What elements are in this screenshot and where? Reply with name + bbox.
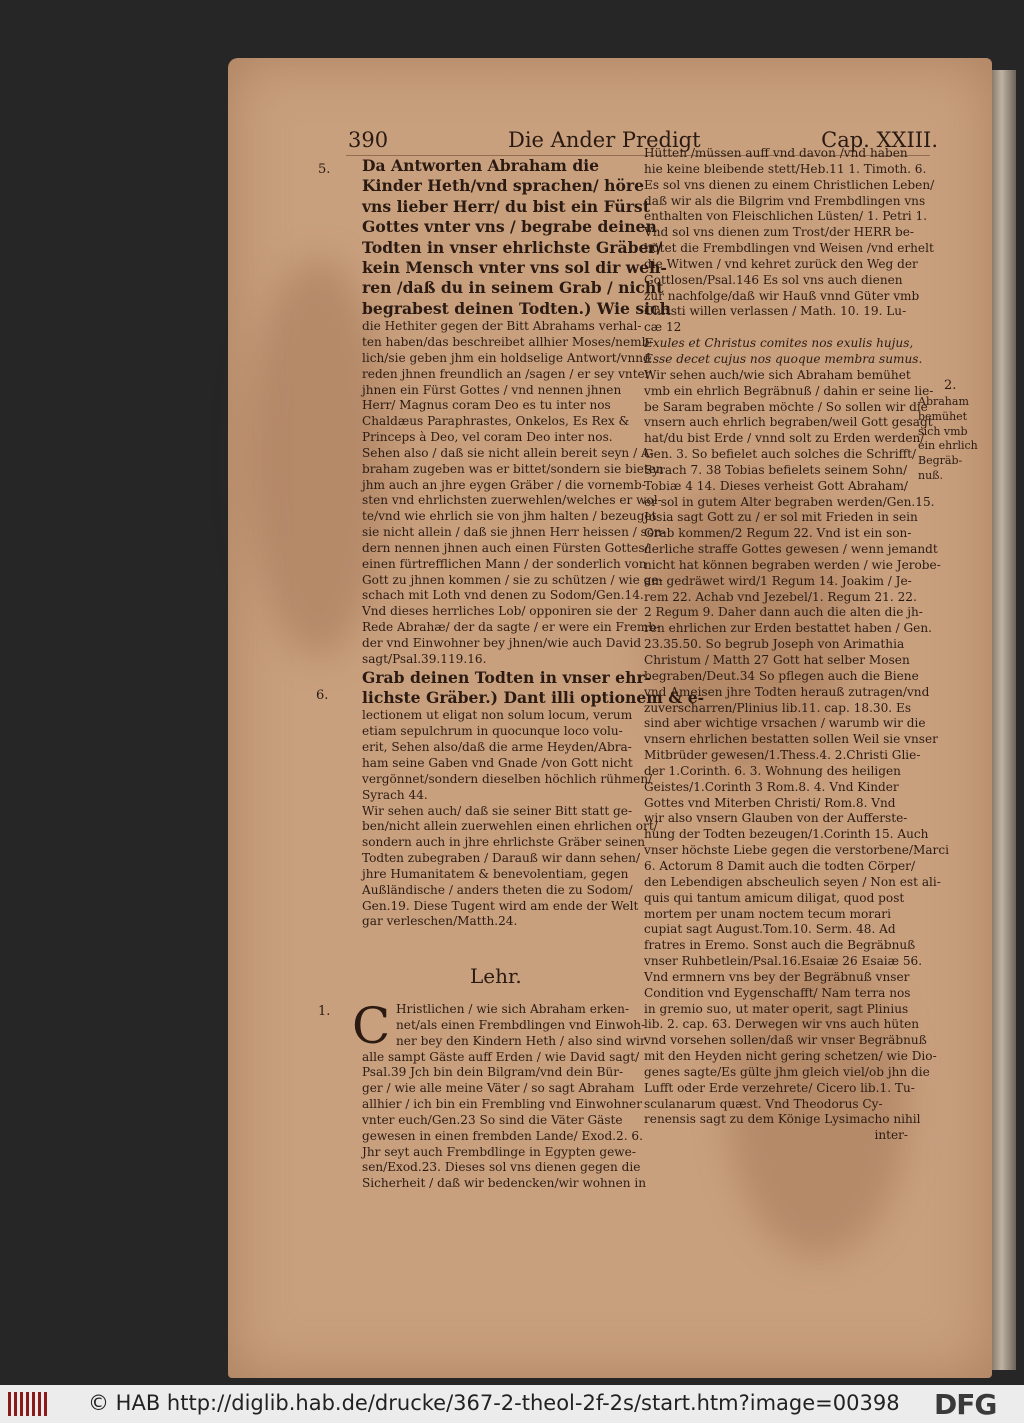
text-line: Gottes vnd Miterben Christi/ Rom.8. Vnd xyxy=(644,795,896,810)
text-line: Hütten /müssen auff vnd davon /vnd haben xyxy=(644,146,908,160)
text-line: vergönnet/sondern dieselben höchlich rühmen/ xyxy=(362,771,653,786)
text-line: der vnd Einwohner bey jhnen/wie auch David xyxy=(362,636,642,650)
text-line: wir also vnsern Glauben von der Aufferste- xyxy=(644,811,908,826)
text-line: vnser Ruhbetlein/Psal.16.Esaiæ 26 Esaiæ 56. xyxy=(644,954,923,969)
lehr-heading: Lehr. xyxy=(470,964,522,988)
latin-verse-line: Exules et Christus comites nos exulis hujus, xyxy=(644,336,914,351)
text-line: Christi willen verlassen / Math. 10. 19. Lu- xyxy=(644,304,907,319)
lehr-body xyxy=(362,1049,647,1193)
verse5-heading-line: Da Antworten Abraham die xyxy=(362,156,600,175)
text-line: vnter euch/Gen.23 So sind die Väter Gäste xyxy=(362,1112,623,1127)
text-line: Vnd dieses herrliches Lob/ opponiren sie der xyxy=(362,604,638,619)
verse5-heading-line: begrabest deinen Todten.) Wie sich xyxy=(362,298,671,318)
text-line: enthalten von Fleischlichen Lüsten/ 1. Petri 1. xyxy=(644,209,927,224)
text-line: lich/sie geben jhm ein holdselige Antwort/vnnd xyxy=(362,350,651,365)
text-line: gewesen in einen frembden Lande/ Exod.2. 6. xyxy=(362,1128,643,1143)
text-line: 23.35.50. So begrub Joseph von Arimathia xyxy=(644,637,905,652)
marginal-note-line: Begräb- xyxy=(918,454,963,468)
text-line: lectionem ut eligat non solum locum, verum xyxy=(362,708,633,723)
hab-logo-icon xyxy=(6,1388,48,1420)
text-line: dern nennen jhnen auch einen Fürsten Gottes/ xyxy=(362,540,649,555)
text-line: die Hethiter gegen der Bitt Abrahams verhal- xyxy=(362,319,642,334)
text-line: Tobiæ 4 14. Dieses verheist Gott Abraham/ xyxy=(644,478,908,493)
verse6-heading-line: lichste Gräber.) Dant illi optionem & e- xyxy=(362,688,705,708)
text-line: 6. Actorum 8 Damit auch die todten Cörper/ xyxy=(644,858,916,873)
text-line: Princeps à Deo, vel coram Deo inter nos. xyxy=(362,430,613,445)
text-line: in gremio suo, ut mater operit, sagt Plinius xyxy=(644,1001,909,1016)
text-line: Lufft oder Erde verzehrete/ Cicero lib.1. Tu- xyxy=(644,1080,915,1095)
text-line: einen fürtrefflichen Mann / der sonderlich von xyxy=(362,556,647,571)
text-line: sondern auch in jhre ehrlichste Gräber seinen xyxy=(362,835,646,850)
chapter-label: Cap. XXIII. xyxy=(821,128,938,152)
text-line: am gedräwet wird/1 Regum 14. Joakim / Je- xyxy=(644,573,912,588)
marginal-note-line: Abraham xyxy=(918,395,969,408)
text-line: Es sol vns dienen zu einem Christlichen Leben/ xyxy=(644,177,935,192)
text-line: renensis sagt zu dem Könige Lysimacho nihil xyxy=(644,1112,921,1127)
book-page-edge xyxy=(992,70,1016,1370)
catchword: inter- xyxy=(874,1128,908,1143)
text-line: Vnd ermnern vns bey der Begräbnuß vnser xyxy=(644,969,910,984)
dfg-logo: DFG xyxy=(934,1388,997,1421)
text-line: jhm auch an jhre eygen Gräber / die vornemb- xyxy=(362,477,646,492)
verse-marker-5: 5. xyxy=(318,162,331,177)
text-line: cæ 12 xyxy=(644,320,682,335)
drop-cap-initial: C xyxy=(352,997,391,1055)
text-line: Herr/ Magnus coram Deo es tu inter nos xyxy=(362,398,611,413)
text-line: zuverscharren/Plinius lib.11. cap. 18.30. Es xyxy=(644,700,912,715)
text-line: Josia sagt Gott zu / er sol mit Frieden in sein xyxy=(644,510,918,525)
text-line: Jhr seyt auch Frembdlinge in Egypten gewe- xyxy=(362,1144,636,1159)
text-line: jhnen ein Fürst Gottes / vnd nennen jhnen xyxy=(362,382,622,397)
text-line: Gottlosen/Psal.146 Es sol vns auch dienen xyxy=(644,272,903,287)
text-line: erit, Sehen also/daß die arme Heyden/Abra- xyxy=(362,740,632,755)
text-line: Gen. 3. So befielet auch solches die Schrifft/ xyxy=(644,447,917,462)
text-line: alle sampt Gäste auff Erden / wie David sagt/ xyxy=(362,1049,640,1064)
text-line: zur nachfolge/daß wir Hauß vnnd Güter vmb xyxy=(644,288,920,303)
text-line: ger / wie alle meine Väter / so sagt Abraham xyxy=(362,1081,635,1096)
text-line: be Saram begraben möchte / So sollen wir die xyxy=(644,399,928,414)
text-line: begraben/Deut.34 So pflegen auch die Biene xyxy=(644,668,919,683)
text-line: hütet die Frembdlingen vnd Weisen /vnd erhelt xyxy=(644,241,934,256)
text-line: Mitbrüder gewesen/1.Thess.4. 2.Christi Glie- xyxy=(644,748,921,763)
text-line: er sol in gutem Alter begraben werden/Gen.15. xyxy=(644,494,935,509)
text-line: nicht hat können begraben werden / wie Jerobe- xyxy=(644,557,941,572)
verse5-heading-line: vns lieber Herr/ du bist ein Fürst xyxy=(362,196,650,216)
text-line: ten haben/das beschreibet allhier Moses/nemb- xyxy=(362,334,654,349)
text-line: Gen.19. Diese Tugent wird am ende der Welt xyxy=(362,898,639,913)
verse5-heading-line: Kinder Heth/vnd sprachen/ höre xyxy=(362,176,644,196)
text-line: Außländische / anders theten die zu Sodom/ xyxy=(362,882,633,897)
text-line: fratres in Eremo. Sonst auch die Begräbnuß xyxy=(644,938,916,953)
text-line: Hristlichen / wie sich Abraham erken- xyxy=(396,1002,630,1016)
text-line: sen/Exod.23. Dieses sol vns dienen gegen die xyxy=(362,1160,641,1175)
text-line: Vnd sol vns dienen zum Trost/der HERR be- xyxy=(644,225,915,240)
text-line: Sehen also / daß sie nicht allein bereit seyn / A- xyxy=(362,445,654,460)
text-line: mit den Heyden nicht gering schetzen/ wie Dio- xyxy=(644,1049,937,1064)
text-line: ham seine Gaben vnd Gnade /von Gott nicht xyxy=(362,756,633,770)
lehr-marker-1: 1. xyxy=(318,1004,331,1019)
text-line: Syrach 7. 38 Tobias befielets seinem Sohn/ xyxy=(644,462,908,477)
text-line: vmb ein ehrlich Begräbnuß / dahin er seine lie- xyxy=(644,383,934,398)
text-line: ner bey den Kindern Heth / also sind wir xyxy=(396,1033,646,1048)
text-line: vnd Ameisen jhre Todten herauß zutragen/vnd xyxy=(644,684,930,699)
text-line: hie keine bleibende stett/Heb.11 1. Timoth. 6. xyxy=(644,161,927,176)
verse-marker-6: 6. xyxy=(316,688,329,703)
text-line: den Lebendigen abscheulich seyen / Non est ali- xyxy=(644,874,941,889)
text-line: quis qui tantum amicum diligat, quod post xyxy=(644,890,905,905)
marginal-note-line: bemühet xyxy=(918,409,968,423)
text-line: rem 22. Achab vnd Jezebel/1. Regum 21. 22. xyxy=(644,589,917,604)
text-line: braham zugeben was er bittet/sondern sie bieten xyxy=(362,461,664,476)
marginal-note-line: ein ehrlich xyxy=(918,439,978,453)
copyright-link[interactable]: © HAB http://diglib.hab.de/drucke/367-2-theol-2f-2s/start.htm?image=00398 xyxy=(88,1391,900,1415)
text-line: net/als einen Frembdlingen vnd Einwoh- xyxy=(396,1017,646,1032)
text-line: sten vnd ehrlichsten zuerwehlen/welches er wol- xyxy=(362,493,662,508)
text-line: daß wir als die Bilgrim vnd Frembdlingen vns xyxy=(644,193,926,208)
verse5-heading-line: Todten in vnser ehrlichste Gräber/ xyxy=(362,237,663,257)
text-line: gar verleschen/Matth.24. xyxy=(362,914,518,929)
text-line: allhier / ich bin ein Frembling vnd Einwohner xyxy=(362,1097,642,1112)
text-line: reden jhnen freundlich an /sagen / er sey vnter xyxy=(362,366,651,381)
text-line: derliche straffe Gottes gewesen / wenn jemandt xyxy=(644,542,938,557)
lehr-body-indented xyxy=(396,1002,646,1050)
text-line: Sicherheit / daß wir bedencken/wir wohnen in xyxy=(362,1176,647,1191)
text-line: sie nicht allein / daß sie jhnen Herr heissen / son- xyxy=(362,525,666,540)
text-line: lib. 2. cap. 63. Derwegen wir vns auch hüten xyxy=(644,1017,920,1032)
text-line: die Witwen / vnd kehret zurück den Weg der xyxy=(644,256,918,271)
text-line: schach mit Loth vnd denen zu Sodom/Gen.14. xyxy=(362,588,644,603)
text-line: hat/du bist Erde / vnnd solt zu Erden werden/ xyxy=(644,431,925,446)
footer-bar xyxy=(0,1385,1024,1423)
text-line: ben/nicht allein zuerwehlen einen ehrlichen ort/ xyxy=(362,819,658,834)
marginal-marker-2: 2. xyxy=(944,378,957,393)
text-line: Todten zubegraben / Darauß wir dann sehen/ xyxy=(362,851,641,866)
text-line: etiam sepulchrum in quocunque loco volu- xyxy=(362,724,623,739)
text-line: jhre Humanitatem & benevolentiam, gegen xyxy=(362,866,629,881)
verse5-heading-line: Gottes vnter vns / begrabe deinen xyxy=(362,217,657,237)
text-line: vnsern ehrlichen bestatten sollen Weil sie vnser xyxy=(644,732,938,747)
text-line: Psal.39 Jch bin dein Bilgram/vnd dein Bür- xyxy=(362,1065,624,1080)
marginal-note xyxy=(918,395,978,484)
text-line: hung der Todten bezeugen/1.Corinth 15. Auch xyxy=(644,827,929,842)
running-title: Die Ander Predigt xyxy=(508,128,701,152)
text-line: 2 Regum 9. Daher dann auch die alten die jh- xyxy=(644,605,923,620)
marginal-note-line: nuß. xyxy=(918,468,944,482)
verse5-heading-line: ren /daß du in seinem Grab / nicht xyxy=(362,278,664,298)
verse5-heading-line: kein Mensch vnter vns sol dir weh- xyxy=(362,257,667,277)
text-line: sculanarum quæst. Vnd Theodorus Cy- xyxy=(644,1096,883,1111)
text-line: Wir sehen auch/ daß sie seiner Bitt statt ge- xyxy=(362,803,633,818)
text-line: vnd vorsehen sollen/daß wir vnser Begräbnuß xyxy=(644,1033,927,1048)
text-line: cupiat sagt August.Tom.10. Serm. 48. Ad xyxy=(644,922,896,937)
text-line: sagt/Psal.39.119.16. xyxy=(362,651,487,666)
text-line: mortem per unam noctem tecum morari xyxy=(644,906,891,921)
text-line: vnsern auch ehrlich begraben/weil Gott gesagt xyxy=(644,415,933,430)
text-line: Chaldæus Paraphrastes, Onkelos, Es Rex & xyxy=(362,414,630,429)
text-line: Condition vnd Eygenschafft/ Nam terra nos xyxy=(644,985,911,1000)
text-line: sind aber wichtige vrsachen / warumb wir die xyxy=(644,716,926,731)
text-line: Geistes/1.Corinth 3 Rom.8. 4. Vnd Kinder xyxy=(644,779,899,794)
page-number: 390 xyxy=(348,128,389,152)
text-line: Wir sehen auch/wie sich Abraham bemühet xyxy=(644,367,911,382)
text-line: te/vnd wie ehrlich sie von jhm halten / bezeuget xyxy=(362,509,657,524)
text-line: Rede Abrahæ/ der da sagte / er were ein Fremb- xyxy=(362,620,661,635)
text-line: Syrach 44. xyxy=(362,787,428,802)
text-line: Christum / Matth 27 Gott hat selber Mosen xyxy=(644,653,910,667)
text-line: der 1.Corinth. 6. 3. Wohnung des heiligen xyxy=(644,763,901,778)
text-line: Grab kommen/2 Regum 22. Vnd ist ein son- xyxy=(644,526,912,541)
verse6-heading-line: Grab deinen Todten in vnser ehr- xyxy=(362,667,652,687)
text-line: vnser höchste Liebe gegen die verstorbene/Marci xyxy=(644,843,949,858)
marginal-note-line: sich vmb xyxy=(918,424,968,438)
latin-verse-line: Esse decet cujus nos quoque membra sumus. xyxy=(644,351,923,366)
text-line: Gott zu jhnen kommen / sie zu schützen / wie ge- xyxy=(362,572,663,587)
text-line: ren ehrlichen zur Erden bestattet haben / Gen. xyxy=(644,621,932,636)
text-line: genes sagte/Es gülte jhm gleich viel/ob jhn die xyxy=(644,1064,930,1079)
